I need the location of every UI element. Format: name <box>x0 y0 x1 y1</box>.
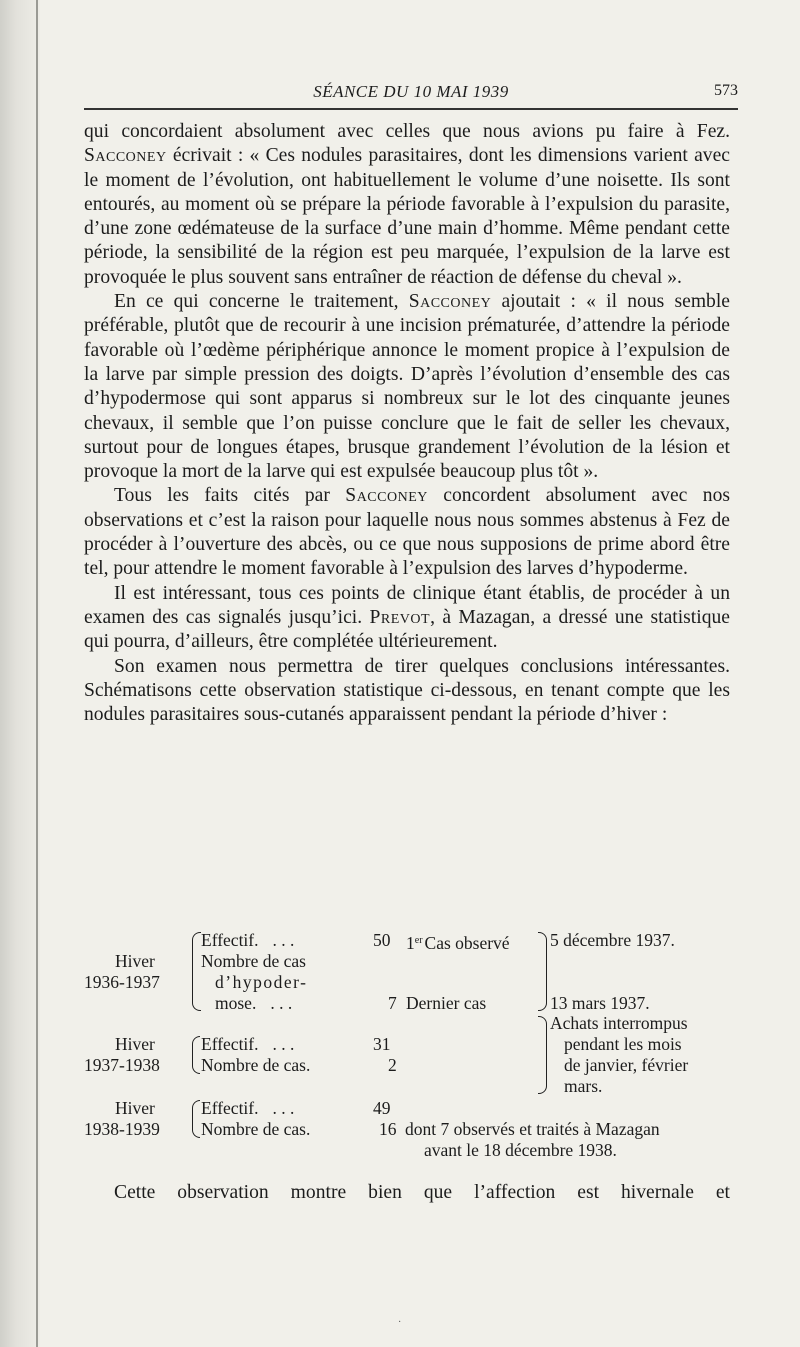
effectif-value: 50 <box>373 930 391 950</box>
paragraph-1: qui concordaient absolument avec celles que nous avions pu faire à Fez. Sacconey écrivait : « Ces nodules parasitaires, dont les dimensions varient avec le moment de l’évolution, ont habituellement le volume d’une noisette. Ils sont entourés, au moment où se prépare la période favorable à l’expulsion du parasite, d’une zone œdémateuse de la surface d’une main d’homme. Même pendant cette période, la sensibilité de la région est peu marquée, l’expulsion de la larve est provoquée le plus souvent sans entraîner de réaction de défense du cheval ». <box>84 121 730 288</box>
author-name: Sacconey <box>408 291 492 313</box>
effectif-label: Effectif. . . . <box>201 1034 295 1054</box>
left-brace <box>192 1100 200 1138</box>
season-label: Hiver <box>115 951 155 971</box>
page-binding-shadow <box>0 0 40 1347</box>
cases-label-line: Nombre de cas <box>201 951 306 971</box>
author-name: Prevot <box>369 606 431 628</box>
print-speck: · <box>398 1317 402 1328</box>
closing-line: Cette observation montre bien que l’affection est hivernale et <box>114 1182 730 1203</box>
cases-value: 16 <box>379 1119 397 1139</box>
first-case-date: 5 décembre 1937. <box>550 930 675 950</box>
note-line: de janvier, février <box>564 1055 689 1075</box>
season-label: Hiver <box>115 1034 155 1054</box>
note-line: pendant les mois <box>564 1034 682 1054</box>
body-text <box>84 120 730 727</box>
cases-note-line: dont 7 observés et traités à Mazagan <box>405 1119 660 1139</box>
season-years: 1936-1937 <box>84 972 160 992</box>
left-brace <box>192 1036 200 1074</box>
cases-value: 2 <box>388 1055 397 1075</box>
season-label: Hiver <box>115 1098 155 1118</box>
note-line: mars. <box>564 1076 603 1096</box>
last-case-date: 13 mars 1937. <box>550 993 650 1013</box>
winter-statistics-table <box>84 928 744 1158</box>
paragraph-3: Tous les faits cités par Sacconey concordent absolument avec nos observations et c’est la raison pour laquelle nous nous sommes abstenus à Fez de procéder à l’ouverture des abcès, ou ce que nous supposions de prime abord être tel, pour attendre le moment favorable à l’expulsion des larves d’hypoderme. <box>84 485 730 580</box>
paragraph-4: Il est intéressant, tous ces points de clinique étant établis, de procéder à un examen des cas signalés jusqu’ici. Prevot, à Mazagan, a dressé une statistique qui pourra, d’ailleurs, être complétée ultérieurement. <box>84 582 730 653</box>
season-years: 1937-1938 <box>84 1055 160 1075</box>
page-header <box>84 80 738 106</box>
running-title: SÉANCE DU 10 MAI 1939 <box>313 82 509 101</box>
page-binding-edge <box>36 0 38 1347</box>
cases-label-line: mose. . . . <box>215 993 293 1013</box>
effectif-value: 31 <box>373 1034 391 1054</box>
left-brace <box>192 932 201 1011</box>
paragraph-2: En ce qui concerne le traitement, Sacconey ajoutait : « il nous semble préférable, plutôt que de recourir à une incision prématurée, d’attendre la période favorable où l’œdème périphérique annonce le moment propice à l’expulsion de la larve par simple pression des doigts. D’après l’évolution d’ensemble des cas d’hypodermose qui sont apparus si nombreux sur le lot des cinquante jeunes chevaux, il semble que l’on puisse conclure que le fait de seller les chevaux, surtout pour de longues étapes, brusque grandement l’évolution de la lésion et provoque la mort de la larve qui est expulsée beaucoup plus tôt ». <box>84 291 730 483</box>
cases-label: Nombre de cas. <box>201 1055 311 1075</box>
effectif-label: Effectif. . . . <box>201 1098 295 1118</box>
author-name: Sacconey <box>345 485 428 507</box>
cases-label: Nombre de cas. <box>201 1119 311 1139</box>
cases-note-line: avant le 18 décembre 1938. <box>424 1140 617 1160</box>
note-line: Achats interrompus <box>550 1013 688 1033</box>
season-years: 1938-1939 <box>84 1119 160 1139</box>
paragraph-5: Son examen nous permettra de tirer quelques conclusions intéressantes. Schématisons cette observation statistique ci-dessous, en tenant compte que les nodules parasitaires sous-cutanés apparaissent pendant la période d’hiver : <box>84 655 730 726</box>
cases-label-line: d’hypoder- <box>215 972 308 992</box>
author-name: Sacconey <box>84 145 167 167</box>
cases-value: 7 <box>388 993 397 1013</box>
first-case: 1er Cas observé <box>406 933 510 953</box>
page-number: 573 <box>714 82 738 99</box>
right-brace <box>538 932 547 1011</box>
header-rule <box>84 108 738 110</box>
last-case-label: Dernier cas <box>406 993 487 1013</box>
effectif-value: 49 <box>373 1098 391 1118</box>
effectif-label: Effectif. . . . <box>201 930 295 950</box>
right-brace <box>538 1016 547 1094</box>
